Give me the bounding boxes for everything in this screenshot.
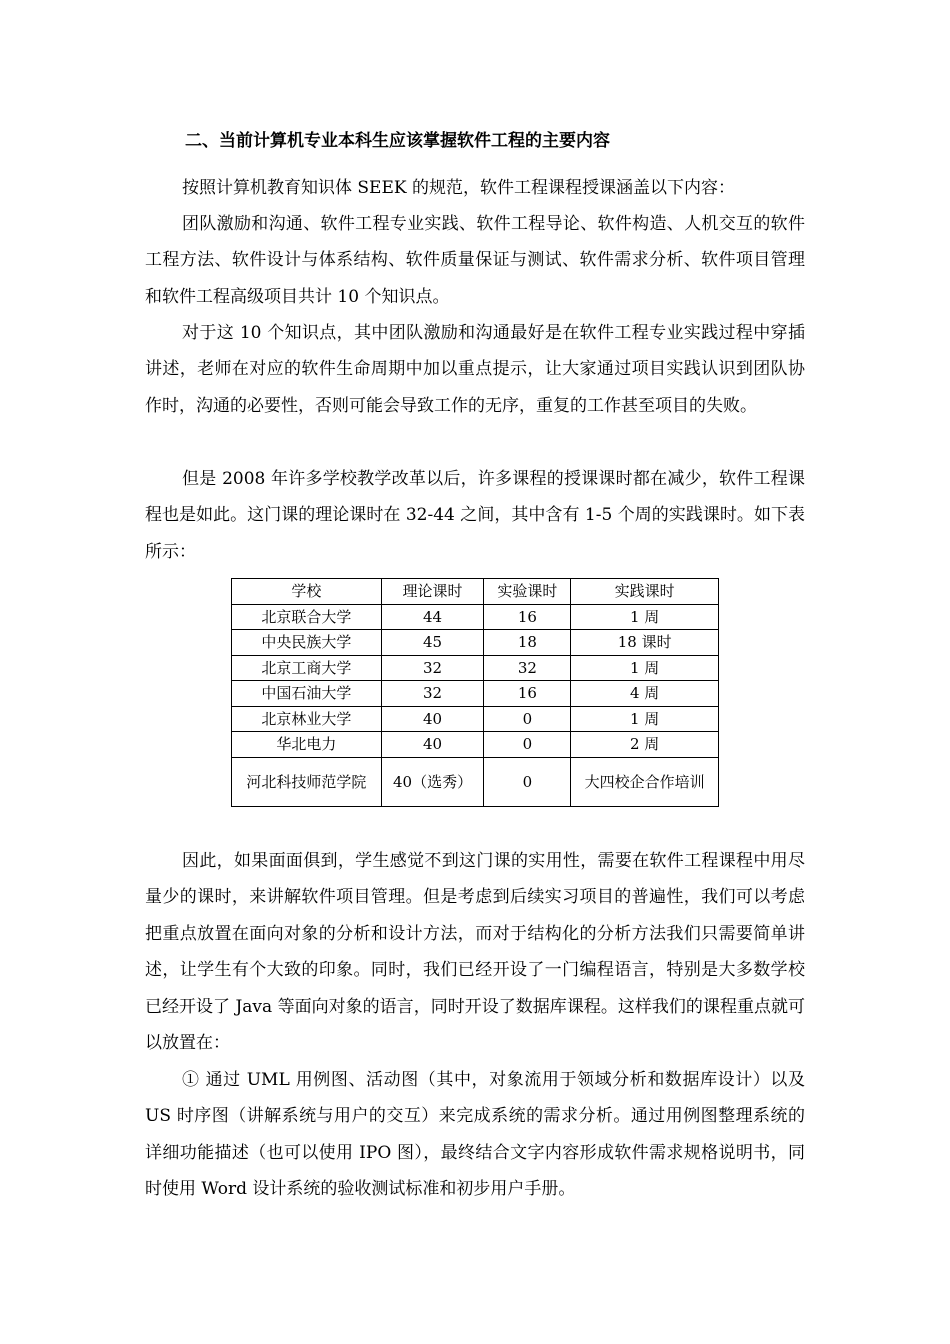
cell-school: 华北电力 (232, 732, 382, 758)
paragraph-course-hours: 但是 2008 年许多学校教学改革以后，许多课程的授课课时都在减少，软件工程课程也是如此。这门课的理论课时在 32-44 之间，其中含有 1-5 个周的实践课时。如下表所示： (145, 469, 805, 562)
table-header-row (232, 579, 719, 605)
cell-school: 河北科技师范学院 (232, 757, 382, 806)
cell-school: 北京联合大学 (232, 604, 382, 630)
cell-theory-hours: 40 (381, 732, 484, 758)
cell-school: 北京工商大学 (232, 655, 382, 681)
cell-theory-hours: 32 (381, 655, 484, 681)
cell-theory-hours: 45 (381, 630, 484, 656)
table-row (232, 655, 719, 681)
cell-practice-hours: 1 周 (571, 706, 719, 732)
column-header-school: 学校 (232, 579, 382, 605)
cell-theory-hours: 32 (381, 681, 484, 707)
cell-practice-hours: 1 周 (571, 655, 719, 681)
column-header-theory-hours: 理论课时 (381, 579, 484, 605)
cell-lab-hours: 0 (484, 732, 571, 758)
cell-lab-hours: 16 (484, 681, 571, 707)
paragraph-seek-intro: 按照计算机教育知识体 SEEK 的规范，软件工程课程授课涵盖以下内容： (182, 178, 735, 198)
cell-theory-hours: 40（选秀） (381, 757, 484, 806)
table-row (232, 706, 719, 732)
cell-lab-hours: 16 (484, 604, 571, 630)
course-hours-table (231, 578, 719, 807)
cell-practice-hours: 2 周 (571, 732, 719, 758)
column-header-lab-hours: 实验课时 (484, 579, 571, 605)
paragraph-team-communication: 对于这 10 个知识点，其中团队激励和沟通最好是在软件工程专业实践过程中穿插讲述，老师在对应的软件生命周期中加以重点提示，让大家通过项目实践认识到团队协作时，沟通的必要性，否则可能会导致工作的无序，重复的工作甚至项目的失败。 (145, 323, 805, 416)
cell-lab-hours: 0 (484, 757, 571, 806)
cell-school: 北京林业大学 (232, 706, 382, 732)
cell-theory-hours: 44 (381, 604, 484, 630)
table-row (232, 757, 719, 806)
section-heading: 二、当前计算机专业本科生应该掌握软件工程的主要内容 (185, 131, 610, 151)
cell-practice-hours: 4 周 (571, 681, 719, 707)
table-row (232, 681, 719, 707)
table-row (232, 630, 719, 656)
cell-lab-hours: 32 (484, 655, 571, 681)
cell-school: 中国石油大学 (232, 681, 382, 707)
cell-school: 中央民族大学 (232, 630, 382, 656)
cell-practice-hours: 1 周 (571, 604, 719, 630)
cell-lab-hours: 0 (484, 706, 571, 732)
cell-theory-hours: 40 (381, 706, 484, 732)
column-header-practice-hours: 实践课时 (571, 579, 719, 605)
paragraph-knowledge-areas: 团队激励和沟通、软件工程专业实践、软件工程导论、软件构造、人机交互的软件工程方法、软件设计与体系结构、软件质量保证与测试、软件需求分析、软件项目管理和软件工程高级项目共计 10 个知识点。 (145, 214, 805, 307)
table-row (232, 604, 719, 630)
cell-practice-hours: 大四校企合作培训 (571, 757, 719, 806)
cell-practice-hours: 18 课时 (571, 630, 719, 656)
cell-lab-hours: 18 (484, 630, 571, 656)
paragraph-uml-analysis: ① 通过 UML 用例图、活动图（其中，对象流用于领域分析和数据库设计）以及 US 时序图（讲解系统与用户的交互）来完成系统的需求分析。通过用例图整理系统的详细功能描述（也可以使用 IPO 图），最终结合文字内容形成软件需求规格说明书，同时使用 Word 设计系统的验收测试标准和初步用户手册。 (145, 1070, 805, 1200)
table-row (232, 732, 719, 758)
paragraph-course-focus: 因此，如果面面俱到，学生感觉不到这门课的实用性，需要在软件工程课程中用尽量少的课时，来讲解软件项目管理。但是考虑到后续实习项目的普遍性，我们可以考虑把重点放置在面向对象的分析和设计方法，而对于结构化的分析方法我们只需要简单讲述，让学生有个大致的印象。同时，我们已经开设了一门编程语言，特别是大多数学校已经开设了 Java 等面向对象的语言，同时开设了数据库课程。这样我们的课程重点就可以放置在： (145, 851, 805, 1054)
